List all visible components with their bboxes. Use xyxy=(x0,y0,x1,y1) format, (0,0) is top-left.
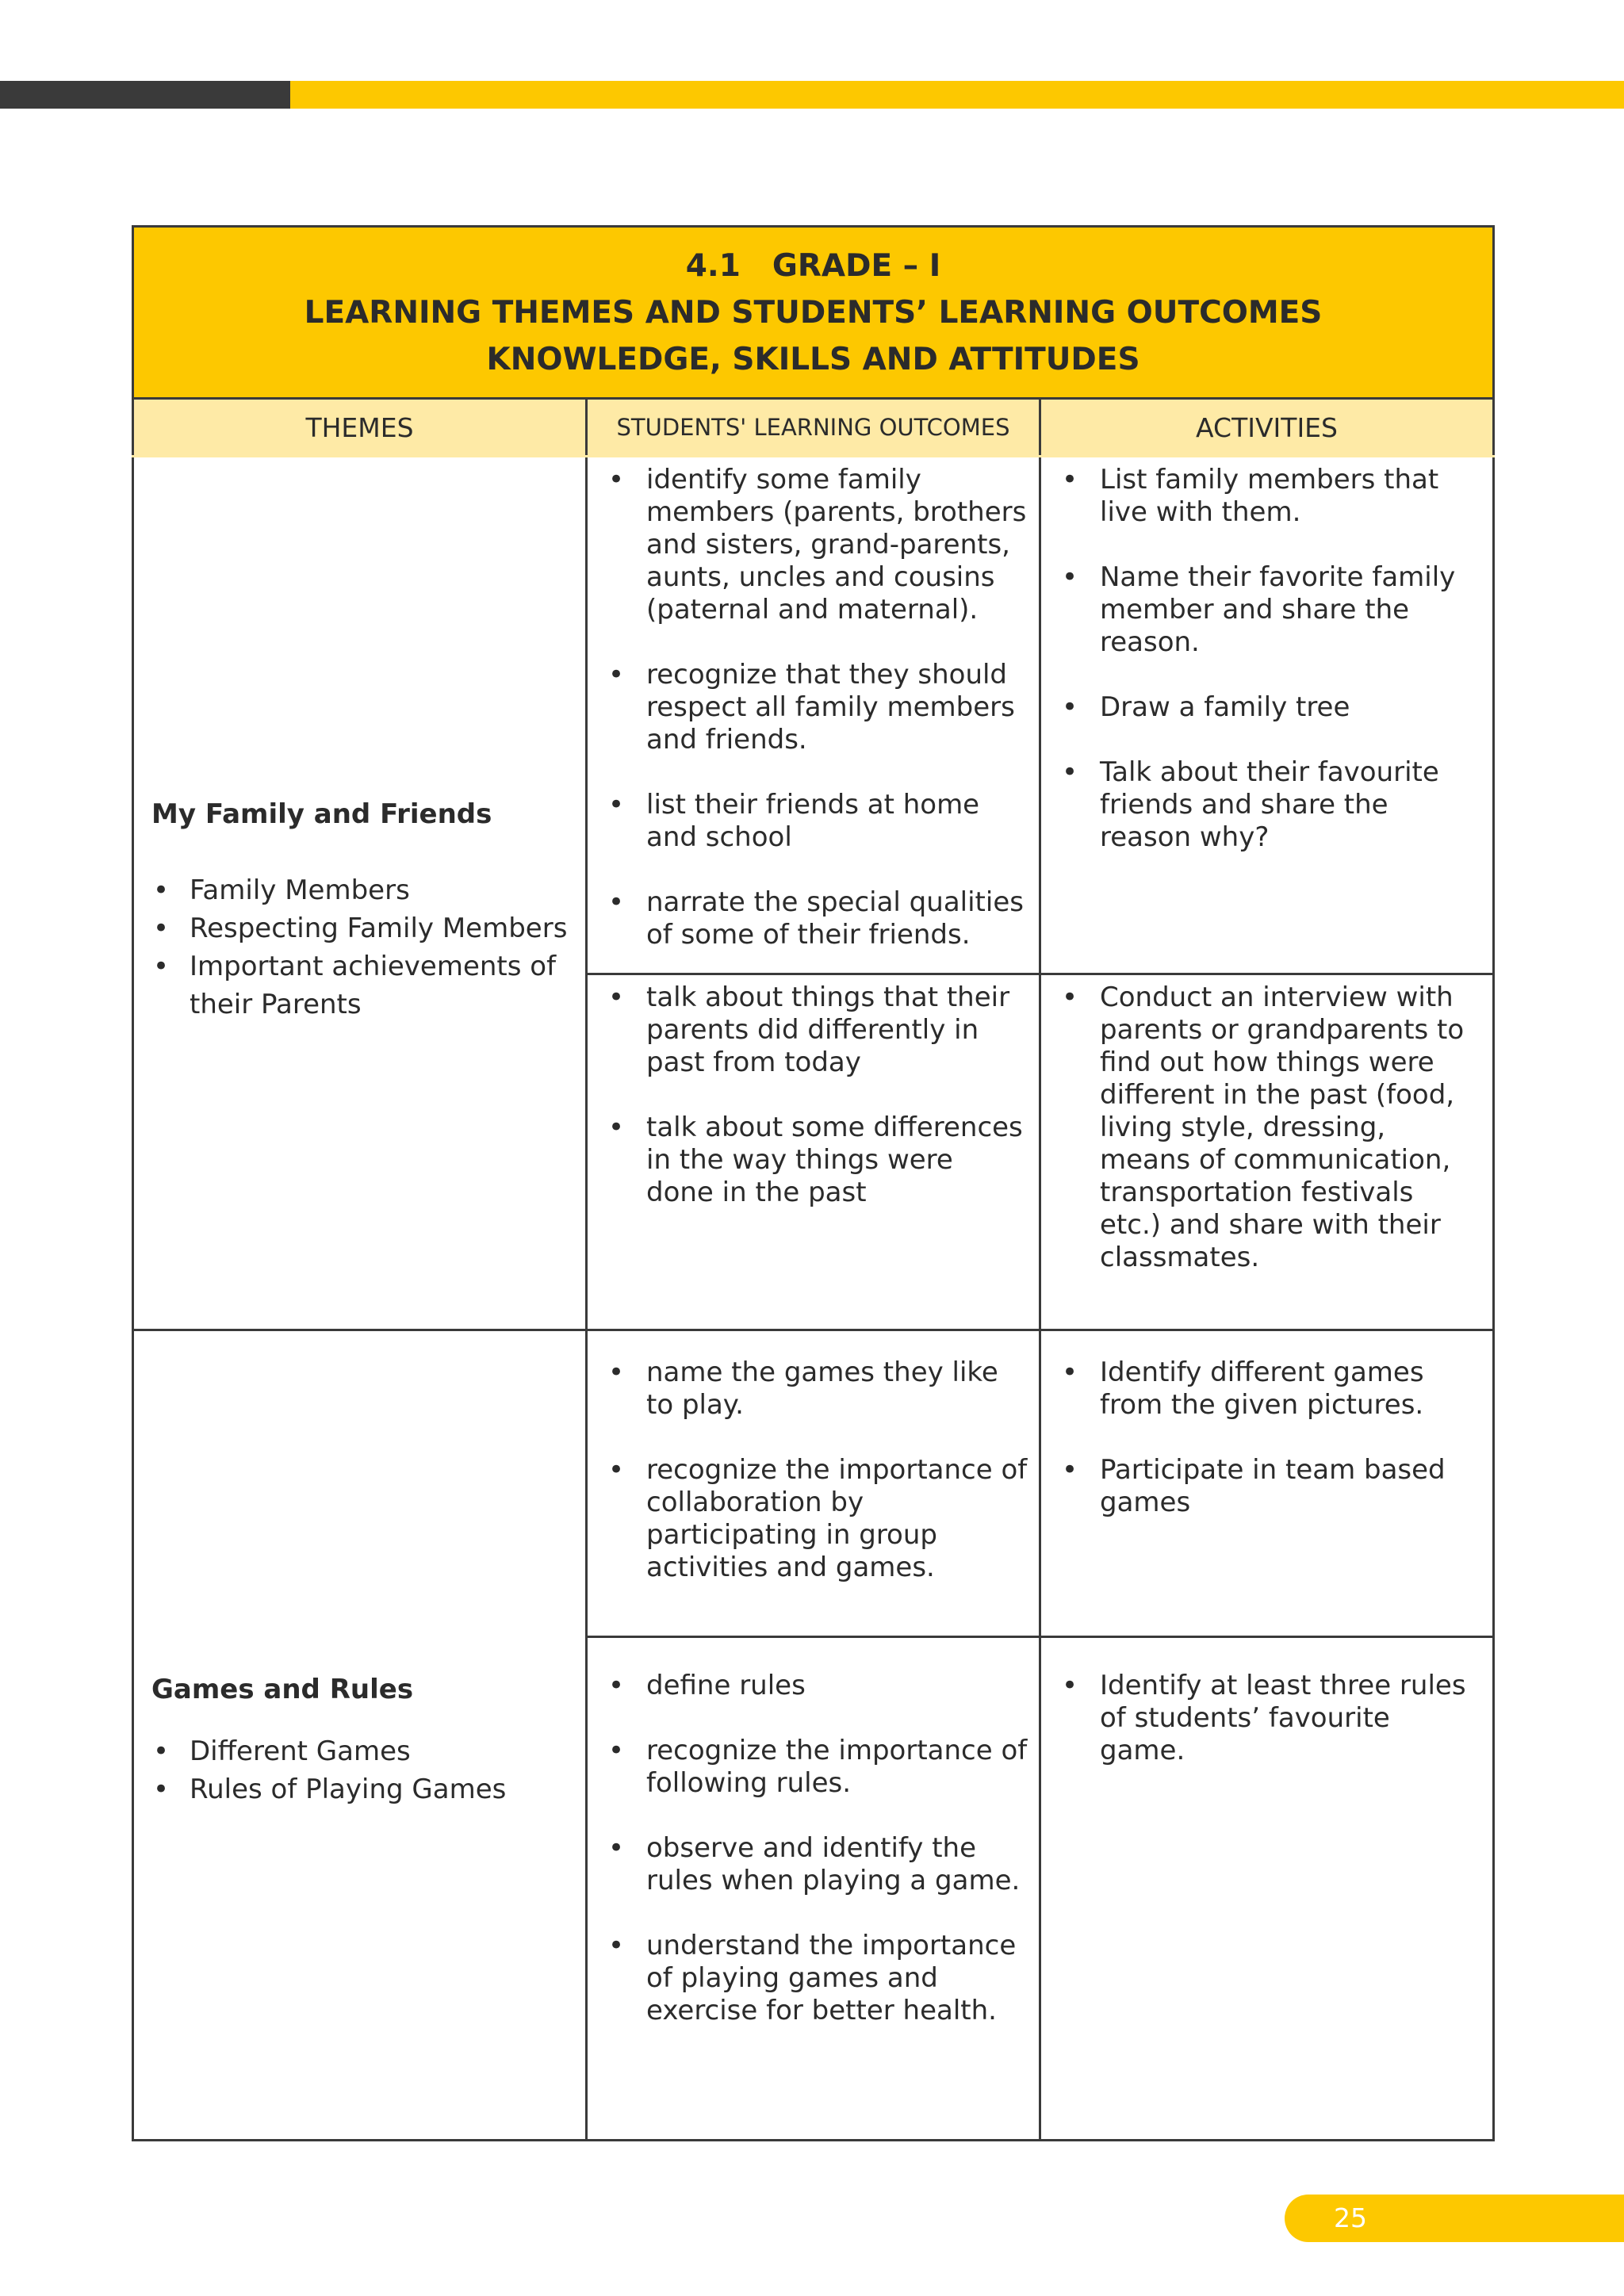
list-item: • Name their favorite family member and share the reason. xyxy=(1059,561,1481,659)
table-title xyxy=(133,227,1494,399)
list-item: • List family members that live with them. xyxy=(1059,464,1481,529)
title-line-2: LEARNING THEMES AND STUDENTS’ LEARNING OUTCOMES xyxy=(304,294,1323,331)
column-header-themes: THEMES xyxy=(133,399,587,457)
list-item: • observe and identify the rules when playing a game. xyxy=(605,1832,1028,1897)
list-item: • talk about things that their parents did differently in past from today xyxy=(605,982,1028,1079)
top-bar-yellow xyxy=(290,81,1624,109)
outcomes-cell xyxy=(587,1330,1040,1637)
column-header-outcomes: STUDENTS' LEARNING OUTCOMES xyxy=(587,399,1040,457)
list-item: • Identify at least three rules of students’ favourite game. xyxy=(1059,1670,1481,1767)
table-title-row xyxy=(133,227,1494,399)
list-item: • Participate in team based games xyxy=(1059,1454,1481,1519)
column-header-row xyxy=(133,399,1494,457)
activities-list xyxy=(1059,464,1481,854)
list-item: • recognize the importance of following rules. xyxy=(605,1735,1028,1800)
list-item: • Family Members xyxy=(151,871,568,909)
list-item: • Important achievements of their Parents xyxy=(151,947,568,1024)
theme-title: My Family and Friends xyxy=(151,798,492,830)
list-item: • recognize that they should respect all family members and friends. xyxy=(605,659,1028,756)
list-item: • Respecting Family Members xyxy=(151,909,568,947)
outcomes-list xyxy=(605,1670,1028,2027)
activities-cell xyxy=(1040,457,1494,974)
list-item: • Draw a family tree xyxy=(1059,691,1481,724)
list-item: • identify some family members (parents, brothers and sisters, grand-parents, aunts, uncles and cousins (paternal and maternal). xyxy=(605,464,1028,626)
outcomes-list xyxy=(605,982,1028,1209)
table-row xyxy=(133,1330,1494,1637)
theme-cell xyxy=(133,1330,587,2141)
activities-cell xyxy=(1040,974,1494,1330)
section-number: 4.1 xyxy=(685,247,741,284)
outcomes-list xyxy=(605,464,1028,951)
page-number: 25 xyxy=(1334,2202,1367,2233)
list-item: • name the games they like to play. xyxy=(605,1357,1028,1422)
learning-outcomes-table xyxy=(132,225,1495,2141)
list-item: • Different Games xyxy=(151,1732,568,1770)
list-item: • Rules of Playing Games xyxy=(151,1770,568,1808)
activities-cell xyxy=(1040,1330,1494,1637)
column-header-activities: ACTIVITIES xyxy=(1040,399,1494,457)
theme-cell xyxy=(133,457,587,1330)
grade-label: GRADE – I xyxy=(772,247,941,284)
activities-cell xyxy=(1040,1637,1494,2141)
list-item: • define rules xyxy=(605,1670,1028,1702)
list-item: • recognize the importance of collaboration by participating in group activities and games. xyxy=(605,1454,1028,1584)
list-item: • Identify different games from the given pictures. xyxy=(1059,1357,1481,1422)
list-item: • list their friends at home and school xyxy=(605,789,1028,854)
list-item: • Talk about their favourite friends and share the reason why? xyxy=(1059,756,1481,854)
outcomes-cell xyxy=(587,457,1040,974)
list-item: • narrate the special qualities of some of their friends. xyxy=(605,886,1028,951)
outcomes-list xyxy=(605,1357,1028,1584)
top-bar-dark xyxy=(0,81,290,109)
table-row xyxy=(133,457,1494,974)
title-line-3: KNOWLEDGE, SKILLS AND ATTITUDES xyxy=(486,341,1140,377)
outcomes-cell xyxy=(587,1637,1040,2141)
list-item: • Conduct an interview with parents or grandparents to find out how things were different in the past (food, living style, dressing, means of communication, transportation festivals etc.) and share with their classmates. xyxy=(1059,982,1481,1274)
outcomes-cell xyxy=(587,974,1040,1330)
activities-list xyxy=(1059,982,1481,1274)
list-item: • understand the importance of playing games and exercise for better health. xyxy=(605,1930,1028,2027)
theme-topic-list xyxy=(151,1732,568,1808)
title-line-1 xyxy=(134,243,1492,289)
theme-title: Games and Rules xyxy=(151,1673,414,1705)
list-item: • talk about some differences in the way things were done in the past xyxy=(605,1112,1028,1209)
activities-list xyxy=(1059,1357,1481,1519)
theme-topic-list xyxy=(151,871,568,1024)
activities-list xyxy=(1059,1670,1481,1767)
